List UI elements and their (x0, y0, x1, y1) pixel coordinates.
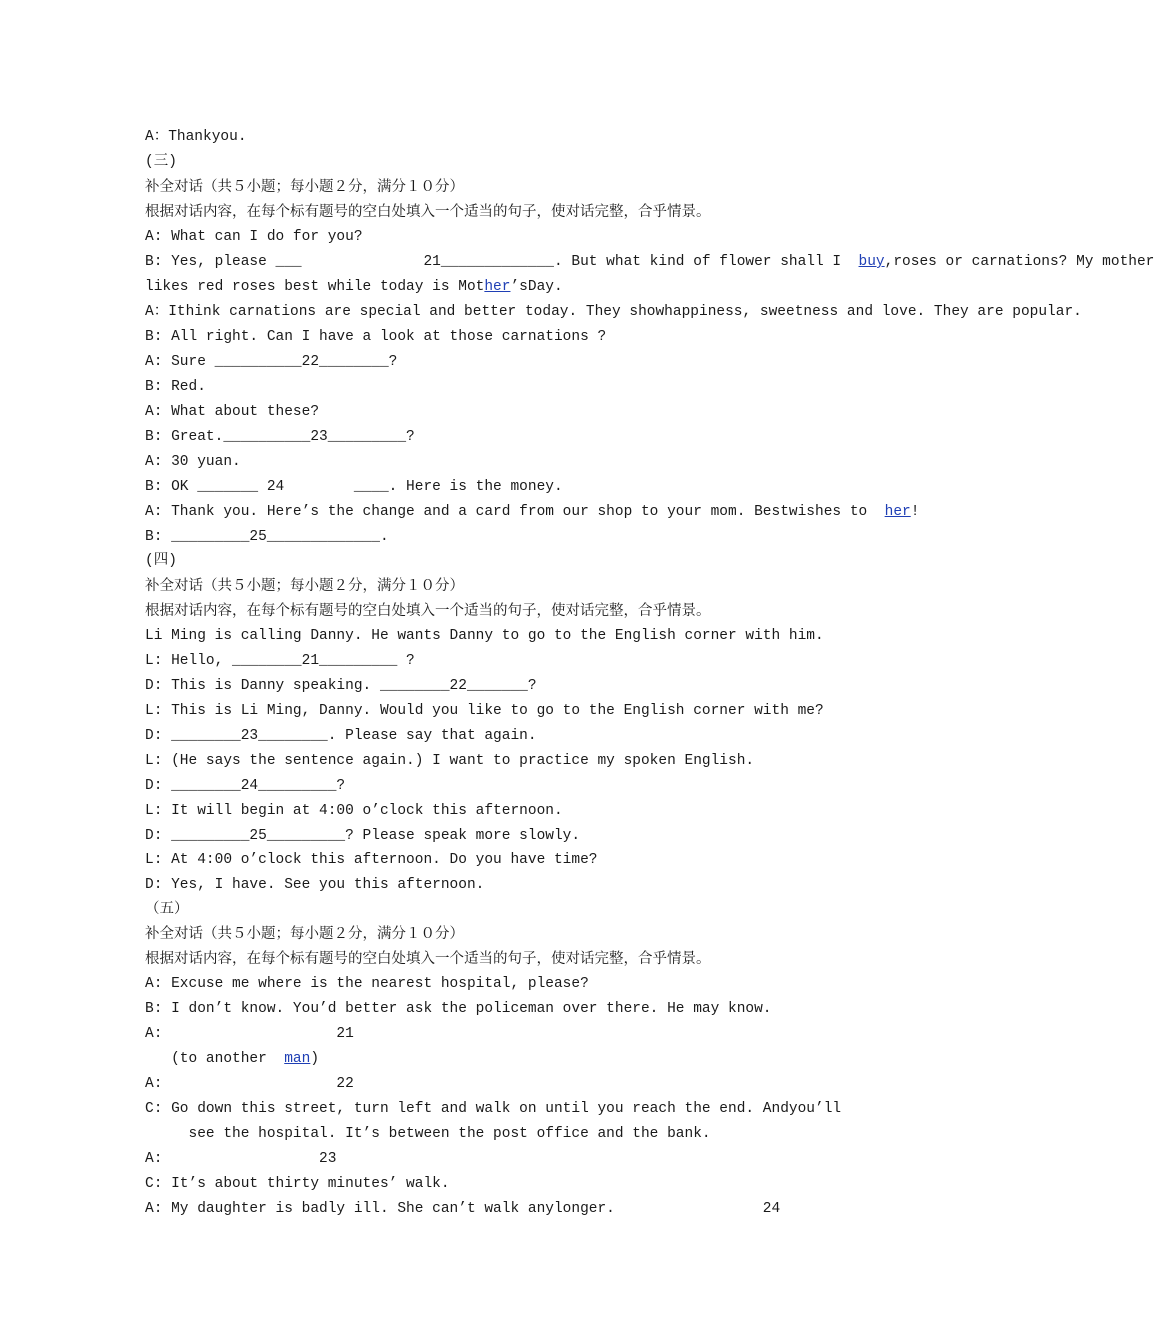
hyperlink-her[interactable]: her (884, 504, 911, 520)
dialogue-line: A: 21 (145, 1026, 354, 1042)
section-title: 补全对话（共５小题；每小题２分，满分１０分） (145, 179, 464, 195)
dialogue-line: B: I don’t know. You’d better ask the policeman over there. He may know. (145, 1001, 772, 1017)
dialogue-line: see the hospital. It’s between the post office and the bank. (145, 1126, 711, 1142)
dialogue-line: C: It’s about thirty minutes’ walk. (145, 1176, 450, 1192)
section-heading: (四) (145, 553, 177, 569)
dialogue-line: A：Ithink carnations are special and better today. They showhappiness, sweetness and love. They are popular. (145, 304, 1082, 320)
dialogue-line: D: _________25_________? Please speak more slowly. (145, 828, 581, 844)
dialogue-line (145, 1049, 319, 1069)
dialogue-line: B: OK _______ 24 ____. Here is the money. (145, 479, 563, 495)
section-title: 补全对话（共５小题；每小题２分，满分１０分） (145, 926, 464, 942)
dialogue-line: L: It will begin at 4:00 o’clock this afternoon. (145, 803, 563, 819)
section-heading: (三) (145, 154, 177, 170)
section-instructions: 根据对话内容，在每个标有题号的空白处填入一个适当的句子，使对话完整，合乎情景。 (145, 204, 711, 220)
dialogue-line: A: Excuse me where is the nearest hospital, please? (145, 976, 589, 992)
dialogue-line: D: This is Danny speaking. ________22_______? (145, 678, 537, 694)
dialogue-line: A: 22 (145, 1076, 354, 1092)
text-span: (to another (145, 1051, 285, 1067)
dialogue-line: L: At 4:00 o’clock this afternoon. Do you have time? (145, 852, 598, 868)
text-span: ’sDay. (510, 279, 563, 295)
dialogue-line: D: Yes, I have. See you this afternoon. (145, 877, 485, 893)
dialogue-line: D: ________24_________? (145, 778, 346, 794)
dialogue-line (145, 502, 919, 522)
dialogue-line: A: What can I do for you? (145, 229, 363, 245)
dialogue-line: L: (He says the sentence again.) I want to practice my spoken English. (145, 753, 755, 769)
dialogue-line: D: ________23________. Please say that again. (145, 728, 537, 744)
dialogue-line: Li Ming is calling Danny. He wants Danny to go to the English corner with him. (145, 628, 824, 644)
section-instructions: 根据对话内容，在每个标有题号的空白处填入一个适当的句子，使对话完整，合乎情景。 (145, 951, 711, 967)
dialogue-line: A: What about these? (145, 404, 320, 420)
dialogue-line: L: Hello, ________21_________ ? (145, 653, 415, 669)
dialogue-line (145, 252, 1154, 272)
text-span: A: Thank you. Here’s the change and a card from our shop to your mom. Bestwishes to (145, 504, 885, 520)
dialogue-line: A: 30 yuan. (145, 454, 241, 470)
dialogue-line: A: Sure __________22________? (145, 354, 398, 370)
hyperlink-her[interactable]: her (484, 279, 511, 295)
text-span: ) (310, 1051, 320, 1067)
dialogue-line: B: Red. (145, 379, 206, 395)
section-heading: （五） (145, 901, 189, 917)
dialogue-line: B: Great.__________23_________? (145, 429, 415, 445)
dialogue-line (145, 277, 563, 297)
dialogue-line: B: All right. Can I have a look at those carnations ? (145, 329, 607, 345)
dialogue-line: A: My daughter is badly ill. She can’t walk anylonger. 24 (145, 1201, 781, 1217)
section-title: 补全对话（共５小题；每小题２分，满分１０分） (145, 578, 464, 594)
section-instructions: 根据对话内容，在每个标有题号的空白处填入一个适当的句子，使对话完整，合乎情景。 (145, 603, 711, 619)
dialogue-line: C: Go down this street, turn left and walk on until you reach the end. Andyou’ll (145, 1101, 842, 1117)
text-span: likes red roses best while today is Mot (145, 279, 485, 295)
dialogue-line: A: 23 (145, 1151, 337, 1167)
text-span: ! (910, 504, 920, 520)
dialogue-line: L: This is Li Ming, Danny. Would you like to go to the English corner with me? (145, 703, 824, 719)
text-span: B: Yes, please ___ 21_____________. But what kind of flower shall I (145, 254, 859, 270)
text-span: ,roses or carnations? My mother (884, 254, 1154, 270)
hyperlink-buy[interactable]: buy (858, 254, 885, 270)
text-line: A：Thankyou. (145, 129, 247, 145)
dialogue-line: B: _________25_____________. (145, 529, 389, 545)
hyperlink-man[interactable]: man (284, 1051, 311, 1067)
